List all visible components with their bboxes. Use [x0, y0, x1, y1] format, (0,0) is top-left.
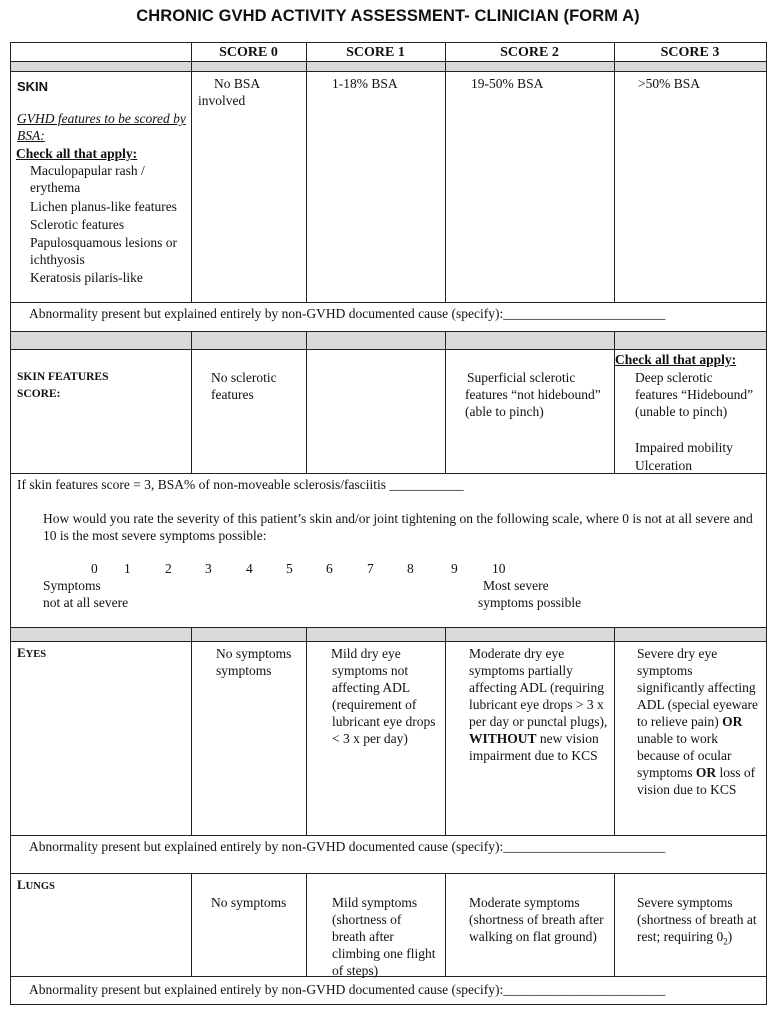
severity-question: How would you rate the severity of this patient’s skin and/or joint tightening on the following scale, where 0 is not at all severe and 10 is the most severe symptoms possible: — [43, 511, 753, 543]
lungs-score-2: Moderate symptoms (shortness of breath after walking on flat ground) — [469, 895, 604, 944]
scale-1[interactable]: 1 — [124, 561, 131, 576]
skin-feature-papulosquamous: Papulosquamous lesions or ichthyosis — [30, 235, 177, 267]
lungs-abnormality: Abnormality present but explained entirely by non-GVHD documented cause (specify):________________________ — [29, 982, 666, 997]
skin-score-3: >50% BSA — [638, 76, 700, 91]
eyes-score-0: No symptoms symptoms — [216, 646, 292, 678]
header-score-0: SCORE 0 — [219, 45, 278, 60]
scale-0[interactable]: 0 — [91, 561, 98, 576]
skin-features-impaired-mobility: Impaired mobility — [635, 440, 733, 455]
form-title: CHRONIC GVHD ACTIVITY ASSESSMENT- CLINICIAN (FORM A) — [136, 7, 640, 25]
header-gray-band — [11, 61, 766, 71]
lungs-score-3: Severe symptoms (shortness of breath at rest; requiring $0_2$) — [637, 895, 757, 947]
lungs-label: LUNGS — [17, 877, 55, 892]
skin-features-label-2: SCORE: — [17, 388, 61, 400]
skin-label: SKIN — [17, 79, 49, 94]
skin-feature-sclerotic: Sclerotic features — [30, 217, 125, 232]
header-score-2: SCORE 2 — [500, 45, 559, 60]
skin-features-check-all: Check all that apply: — [615, 352, 737, 367]
header-score-3: SCORE 3 — [660, 45, 720, 60]
lungs-score-0: No symptoms — [211, 895, 287, 910]
skin-features-to-score: GVHD features to be scored by BSA: — [17, 111, 186, 143]
skin-features-score-2: Superficial sclerotic features “not hidebound” (able to pinch) — [465, 370, 601, 419]
skin-features-gray-band — [11, 332, 766, 349]
scale-high-label-1: Most severe — [483, 578, 549, 593]
skin-score-2: 19-50% BSA — [471, 76, 544, 91]
eyes-score-2: Moderate dry eye symptoms partially affecting ADL (requiring lubricant eye drops > 3 x per day or punctal plugs), WITHOUT new vision impairment due to KCS — [469, 646, 608, 763]
lungs-score-1: Mild symptoms (shortness of breath after climbing one flight of steps) — [332, 895, 436, 978]
eyes-label: EYES — [17, 645, 47, 660]
scale-5[interactable]: 5 — [286, 561, 293, 576]
header-score-1: SCORE 1 — [346, 45, 405, 60]
scale-high-label-2: symptoms possible — [478, 595, 582, 610]
scale-4[interactable]: 4 — [246, 561, 253, 576]
skin-score-0: No BSA involved — [198, 76, 260, 108]
skin-feature-keratosis: Keratosis pilaris-like — [30, 270, 143, 285]
skin-check-all: Check all that apply: — [16, 146, 138, 161]
eyes-abnormality: Abnormality present but explained entirely by non-GVHD documented cause (specify):________________________ — [29, 839, 666, 854]
scale-9[interactable]: 9 — [451, 561, 458, 576]
scale-8[interactable]: 8 — [407, 561, 414, 576]
skin-abnormality: Abnormality present but explained entirely by non-GVHD documented cause (specify):________________________ — [29, 306, 666, 321]
skin-score-1: 1-18% BSA — [332, 76, 398, 91]
scale-low-label-2: not at all severe — [43, 595, 129, 610]
eyes-score-1: Mild dry eye symptoms not affecting ADL (requirement of lubricant eye drops < 3 x per day) — [331, 646, 436, 746]
scale-low-label-1: Symptoms — [43, 578, 101, 593]
bsa-sclerosis-line: If skin features score = 3, BSA% of non-moveable sclerosis/fasciitis ___________ — [17, 477, 464, 492]
skin-features-score-0: No sclerotic features — [211, 370, 277, 402]
scale-3[interactable]: 3 — [205, 561, 212, 576]
skin-feature-maculopapular: Maculopapular rash / erythema — [30, 163, 145, 195]
eyes-score-3: Severe dry eye symptoms significantly affecting ADL (special eyeware to relieve pain) OR unable to work because of ocular symptoms OR loss of vision due to KCS — [637, 646, 758, 797]
scale-10[interactable]: 10 — [492, 561, 506, 576]
eyes-gray-band — [11, 628, 766, 641]
scale-6[interactable]: 6 — [326, 561, 333, 576]
scale-2[interactable]: 2 — [165, 561, 172, 576]
skin-feature-lichen: Lichen planus-like features — [30, 199, 177, 214]
scale-7[interactable]: 7 — [367, 561, 374, 576]
skin-features-ulceration: Ulceration — [635, 458, 692, 473]
skin-features-label-1: SKIN FEATURES — [17, 371, 109, 383]
skin-features-deep-sclerotic: Deep sclerotic features “Hidebound” (unable to pinch) — [635, 370, 754, 419]
